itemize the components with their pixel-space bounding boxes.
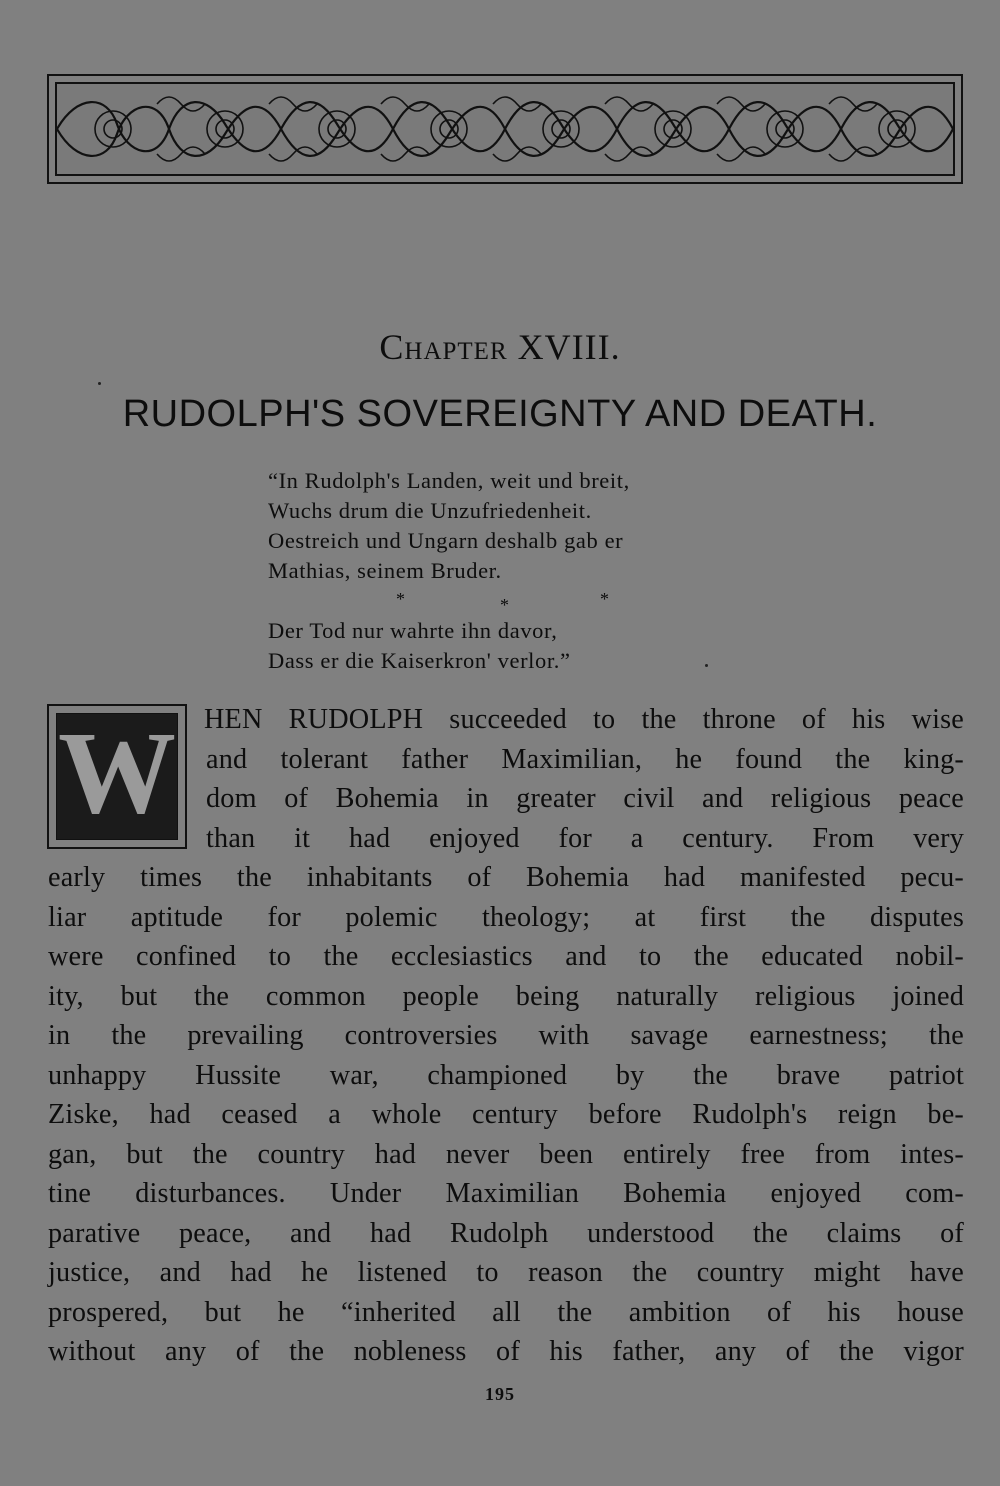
epigraph-line: Oestreich und Ungarn deshalb gab er <box>268 528 624 553</box>
body-text <box>48 700 964 1372</box>
chapter-number: Chapter XVIII. <box>379 327 621 367</box>
text-line: were confined to the ecclesiastics and to the educated nobil- <box>48 941 964 972</box>
print-speck <box>705 664 708 667</box>
epigraph-line: Wuchs drum die Unzufriedenheit. <box>268 498 592 523</box>
text-line: dom of Bohemia in greater civil and religious peace <box>206 783 964 814</box>
text-line: liar aptitude for polemic theology; at first the disputes <box>48 901 964 933</box>
epigraph-line: Mathias, seinem Bruder. <box>268 558 502 583</box>
ornamental-headpiece <box>47 74 963 184</box>
text-line: early times the inhabitants of Bohemia had manifested pecu- <box>48 862 964 893</box>
text-line: parative peace, and had Rudolph understood the claims of <box>48 1217 964 1249</box>
text-line: in the prevailing controversies with savage earnestness; the <box>48 1020 964 1051</box>
text-line: unhappy Hussite war, championed by the brave patriot <box>48 1059 964 1091</box>
print-speck <box>98 382 101 385</box>
epigraph-line: Dass er die Kaiserkron' verlor.” <box>268 648 571 673</box>
star-mark: * <box>396 589 406 609</box>
text-line: gan, but the country had never been entirely free from intes- <box>48 1138 964 1170</box>
text-line: and tolerant father Maximilian, he found the king- <box>206 743 964 775</box>
text-line: without any of the nobleness of his father, any of the vigor <box>48 1336 964 1367</box>
text-line: tine disturbances. Under Maximilian Bohemia enjoyed com- <box>48 1178 964 1209</box>
star-mark: * <box>500 595 510 615</box>
epigraph-line: “In Rudolph's Landen, weit und breit, <box>268 468 630 493</box>
text-line: prospered, but he “inherited all the ambition of his house <box>48 1296 964 1328</box>
drop-cap-letter: W <box>58 707 176 838</box>
text-line: justice, and had he listened to reason the country might have <box>48 1257 964 1288</box>
chapter-title: RUDOLPH'S SOVEREIGNTY AND DEATH. <box>122 393 878 435</box>
scroll-ornament-icon <box>57 84 953 174</box>
text-line: than it had enjoyed for a century. From very <box>206 822 964 854</box>
text-line: Ziske, had ceased a whole century before Rudolph's reign be- <box>48 1099 964 1130</box>
star-mark: * <box>600 589 610 609</box>
text-line: ity, but the common people being naturally religious joined <box>48 980 964 1012</box>
ellipsis-stars <box>268 586 788 616</box>
text-line: HEN RUDOLPH succeeded to the throne of his wise <box>204 704 964 735</box>
epigraph-line: Der Tod nur wahrte ihn davor, <box>268 618 558 643</box>
page-number: 195 <box>485 1384 515 1404</box>
epigraph <box>268 466 788 676</box>
